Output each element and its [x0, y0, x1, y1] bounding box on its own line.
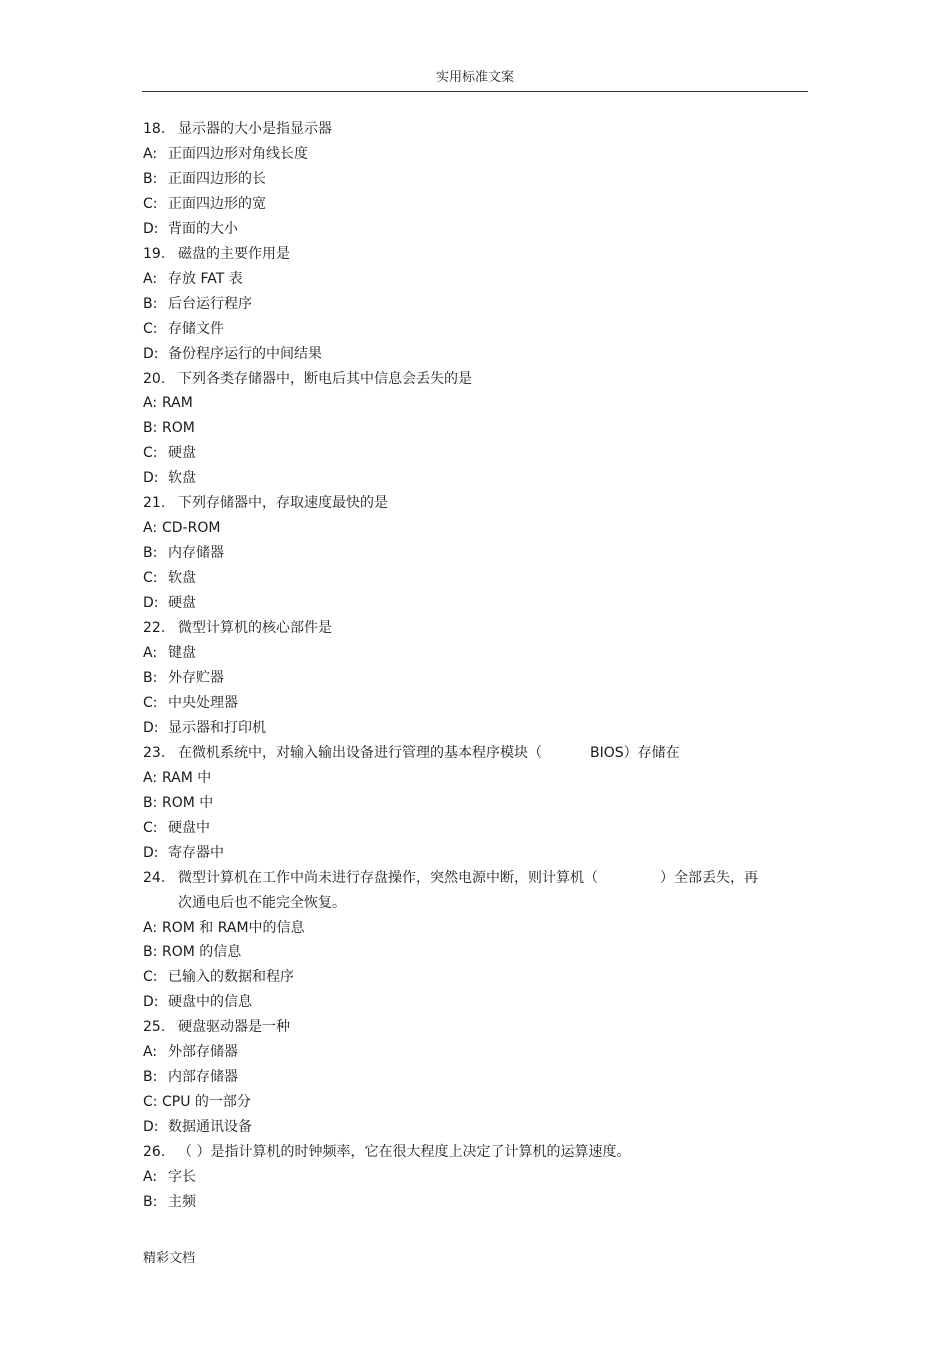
question-number: 21.	[143, 495, 166, 512]
question-list	[143, 117, 808, 1215]
option-18-a	[143, 142, 808, 167]
option-text: 已输入的数据和程序	[168, 969, 294, 986]
option-18-b	[143, 167, 808, 192]
option-label: D:	[143, 470, 159, 487]
option-19-b	[143, 292, 808, 317]
option-text: 硬盘中的信息	[168, 994, 252, 1011]
option-label: D:	[143, 345, 159, 362]
option-text: 主频	[168, 1193, 196, 1210]
question-24	[143, 866, 808, 891]
question-22	[143, 616, 808, 641]
option-19-c	[143, 317, 808, 342]
option-20-c	[143, 441, 808, 466]
question-stem: 在微机系统中，对输入输出设备进行管理的基本程序模块（	[178, 744, 542, 761]
page-footer: 精彩文档	[143, 1251, 196, 1266]
option-text: 软盘	[168, 470, 196, 487]
option-text: 软盘	[168, 570, 196, 587]
option-label: A:	[143, 395, 158, 412]
question-19	[143, 242, 808, 267]
option-label: B:	[143, 669, 158, 686]
option-25-d	[143, 1115, 808, 1140]
option-24-c	[143, 965, 808, 990]
question-20	[143, 367, 808, 392]
question-stem: 微型计算机的核心部件是	[178, 620, 332, 637]
page-header: 实用标准文案	[435, 70, 514, 85]
option-23-c	[143, 816, 808, 841]
option-text: RAM	[162, 395, 193, 412]
option-label: A:	[143, 919, 158, 936]
option-label: B:	[143, 170, 158, 187]
option-19-d	[143, 342, 808, 367]
option-label: A:	[143, 145, 158, 162]
option-text: 寄存器中	[168, 844, 224, 861]
option-23-d	[143, 841, 808, 866]
option-22-c	[143, 691, 808, 716]
option-text: 中央处理器	[168, 694, 238, 711]
option-label: D:	[143, 844, 159, 861]
option-20-b	[143, 416, 808, 441]
option-label: A:	[143, 270, 158, 287]
option-label: A:	[143, 769, 158, 786]
option-label: B:	[143, 295, 158, 312]
option-text: ROM	[162, 420, 195, 437]
option-text: 硬盘	[168, 595, 196, 612]
option-label: C:	[143, 819, 158, 836]
option-text: 内存储器	[168, 545, 224, 562]
option-label: C:	[143, 570, 158, 587]
question-stem: 显示器的大小是指显示器	[178, 121, 332, 137]
option-label: C:	[143, 445, 158, 462]
header-rule	[142, 91, 808, 92]
option-25-c	[143, 1090, 808, 1115]
option-label: D:	[143, 1119, 159, 1136]
question-18	[143, 117, 808, 142]
option-label: A:	[143, 645, 158, 662]
option-19-a	[143, 267, 808, 292]
option-text: 背面的大小	[168, 220, 238, 237]
option-26-a	[143, 1165, 808, 1190]
question-number: 22.	[143, 620, 166, 637]
option-22-a	[143, 641, 808, 666]
question-number: 23.	[143, 744, 166, 761]
question-number: 26.	[143, 1144, 166, 1161]
question-21	[143, 491, 808, 516]
option-text: 外部存储器	[168, 1044, 238, 1061]
option-text: 正面四边形对角线长度	[168, 145, 308, 162]
question-number: 18.	[143, 121, 166, 137]
option-label: A:	[143, 520, 158, 537]
question-26	[143, 1140, 808, 1165]
option-label: B:	[143, 1069, 158, 1086]
option-text: 键盘	[168, 645, 196, 662]
option-text: ROM 中	[162, 794, 214, 811]
question-stem: 磁盘的主要作用是	[178, 245, 290, 262]
option-text: RAM 中	[162, 769, 212, 786]
question-number: 25.	[143, 1019, 166, 1036]
option-21-c	[143, 566, 808, 591]
option-text: 硬盘中	[168, 819, 210, 836]
option-18-c	[143, 192, 808, 217]
option-label: C:	[143, 1094, 158, 1111]
option-label: B:	[143, 944, 158, 961]
question-stem: 微型计算机在工作中尚未进行存盘操作，突然电源中断，则计算机（	[178, 869, 598, 886]
option-label: B:	[143, 794, 158, 811]
option-23-b	[143, 791, 808, 816]
option-24-a	[143, 916, 808, 941]
option-label: D:	[143, 595, 159, 612]
option-text: ROM 的信息	[162, 944, 242, 961]
option-label: D:	[143, 719, 159, 736]
question-stem: 下列各类存储器中，断电后其中信息会丢失的是	[178, 370, 472, 387]
option-text: 字长	[168, 1169, 196, 1186]
option-label: D:	[143, 220, 159, 237]
question-number: 24.	[143, 869, 166, 886]
option-text: CD-ROM	[162, 520, 221, 537]
option-label: C:	[143, 969, 158, 986]
option-text: 存放 FAT 表	[168, 270, 243, 287]
option-label: B:	[143, 545, 158, 562]
option-22-d	[143, 716, 808, 741]
question-24-continued: 次通电后也不能完全恢复。	[178, 894, 346, 911]
question-23	[143, 741, 808, 766]
option-label: B:	[143, 1193, 158, 1210]
option-text: 正面四边形的长	[168, 170, 266, 187]
option-label: A:	[143, 1044, 158, 1061]
option-text: 内部存储器	[168, 1069, 238, 1086]
question-stem-tail: BIOS）存储在	[590, 744, 680, 761]
option-text: 显示器和打印机	[168, 719, 266, 736]
option-text: CPU 的一部分	[162, 1094, 251, 1111]
option-21-b	[143, 541, 808, 566]
question-stem: 下列存储器中，存取速度最快的是	[178, 495, 388, 512]
option-21-a	[143, 516, 808, 541]
option-label: D:	[143, 994, 159, 1011]
question-stem-tail: ）全部丢失，再	[660, 869, 758, 886]
option-text: 正面四边形的宽	[168, 195, 266, 212]
option-label: C:	[143, 694, 158, 711]
option-text: 数据通讯设备	[168, 1119, 252, 1136]
option-label: C:	[143, 320, 158, 337]
option-text: 外存贮器	[168, 669, 224, 686]
question-stem: （ ）是指计算机的时钟频率，它在很大程度上决定了计算机的运算速度。	[178, 1144, 631, 1161]
question-number: 20.	[143, 370, 166, 387]
option-25-a	[143, 1040, 808, 1065]
option-21-d	[143, 591, 808, 616]
question-25	[143, 1015, 808, 1040]
option-22-b	[143, 666, 808, 691]
option-text: 硬盘	[168, 445, 196, 462]
question-stem: 硬盘驱动器是一种	[178, 1019, 290, 1036]
option-24-d	[143, 990, 808, 1015]
option-text: ROM 和 RAM中的信息	[162, 919, 305, 936]
option-label: C:	[143, 195, 158, 212]
option-26-b	[143, 1190, 808, 1215]
question-number: 19.	[143, 245, 166, 262]
option-text: 存储文件	[168, 320, 224, 337]
option-25-b	[143, 1065, 808, 1090]
option-18-d	[143, 217, 808, 242]
option-24-b	[143, 940, 808, 965]
option-text: 备份程序运行的中间结果	[168, 345, 322, 362]
option-23-a	[143, 766, 808, 791]
option-text: 后台运行程序	[168, 295, 252, 312]
option-label: B:	[143, 420, 158, 437]
option-20-d	[143, 466, 808, 491]
option-label: A:	[143, 1169, 158, 1186]
option-20-a	[143, 391, 808, 416]
